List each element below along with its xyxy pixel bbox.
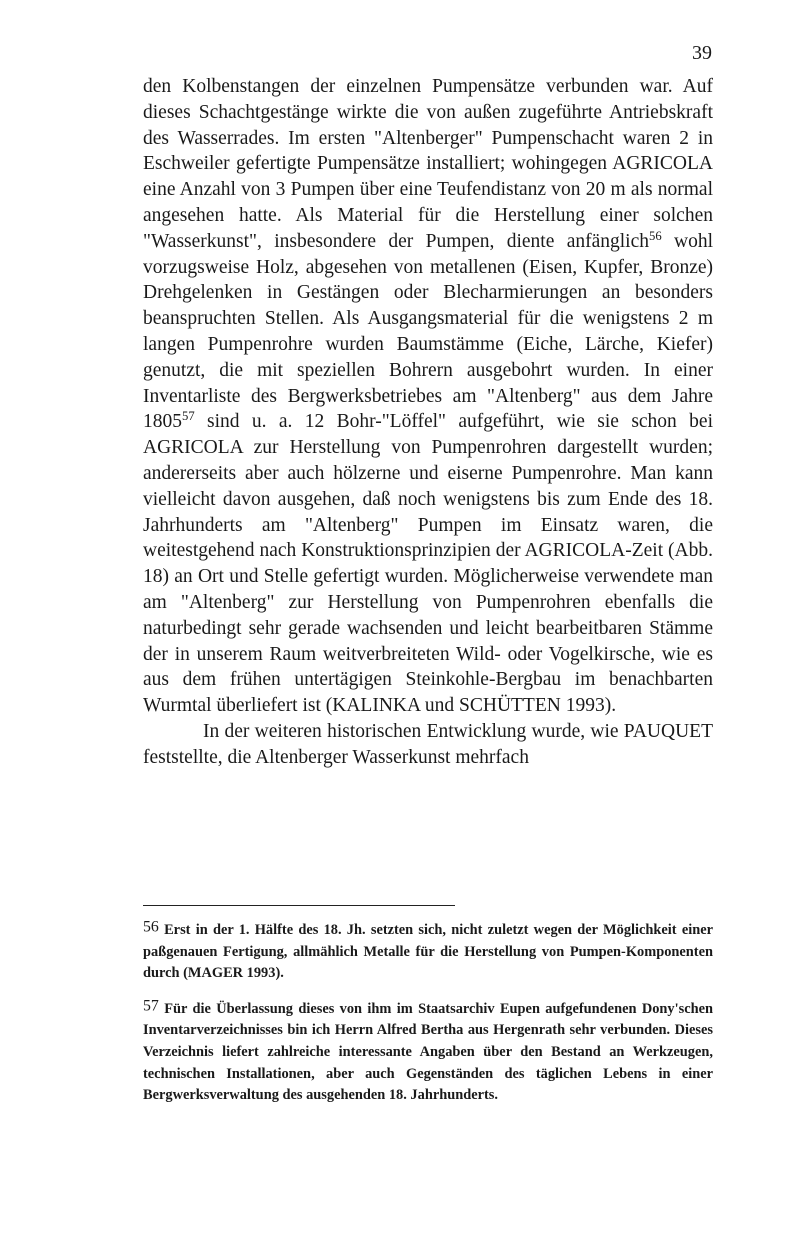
footnote-text: Erst in der 1. Hälfte des 18. Jh. setzten sich, nicht zuletzt wegen der Möglichkeit einer paßgenauen Fertigung, allmählich Metalle für die Herstellung von Pumpen-Komponenten durch (MAGER 1993). bbox=[143, 922, 713, 982]
footnote-ref-56: 56 bbox=[649, 228, 662, 243]
paragraph-1 bbox=[143, 74, 713, 719]
footnotes bbox=[143, 920, 713, 1121]
footnote-number: 56 bbox=[143, 918, 159, 936]
paragraph-2: In der weiteren historischen Entwicklung wurde, wie PAUQUET feststellte, die Altenberger Wasserkunst mehrfach bbox=[143, 720, 713, 768]
footnote-text: Für die Überlassung dieses von ihm im Staatsarchiv Eupen aufgefundenen Dony'schen Inventarverzeichnisses bin ich Herrn Alfred Bertha aus Hergenrath sehr verbunden. Dieses Verzeichnis liefert zahlreiche interessante Angaben über den Bestand an Werkzeugen, technischen Installationen, aber auch Gegenständen des täglichen Lebens in einer Bergwerksverwaltung des ausgehenden 18. Jahrhunderts. bbox=[143, 1000, 713, 1104]
paragraph-1-part-3: sind u. a. 12 Bohr-"Löffel" aufgeführt, wie sie schon bei AGRICOLA zur Herstellung von Pumpenrohren dargestellt wurden; andererseits aber auch hölzerne und eiserne Pumpenrohre. Man kann vielleicht davon ausgehen, daß noch wenigstens bis zum Ende des 18. Jahrhunderts am "Altenberg" Pumpen im Einsatz waren, die weitestgehend nach Konstruktionsprinzipien der AGRICOLA-Zeit (Abb. 18) an Ort und Stelle gefertigt wurden. Möglicherweise verwendete man am "Altenberg" zur Herstellung von Pumpenrohren ebenfalls die naturbedingt sehr gerade wachsenden und leicht bearbeitbaren Stämme der in unserem Raum weitverbreiteten Wild- oder Vogelkirsche, wie es aus dem frühen untertägigen Steinkohle-Bergbau im benachbarten Wurmtal überliefert ist (KALINKA und SCHÜTTEN 1993). bbox=[143, 411, 713, 717]
page-number: 39 bbox=[692, 42, 712, 64]
footnote-ref-57: 57 bbox=[182, 409, 195, 424]
paragraph-1-part-1: den Kolbenstangen der einzelnen Pumpensätze verbunden war. Auf dieses Schachtgestänge wirkte die von außen zugeführte Antriebskraft des Wasserrades. Im ersten "Altenberger" Pumpenschacht waren 2 in Eschweiler gefertigte Pumpensätze installiert; wohingegen AGRICOLA eine Anzahl von 3 Pumpen über eine Teufendistanz von 20 m als normal angesehen hatte. Als Material für die Herstellung einer solchen "Wasserkunst", insbesondere der Pumpen, diente anfänglich bbox=[143, 76, 713, 252]
footnote-57 bbox=[143, 999, 713, 1107]
paragraph-1-part-2: wohl vorzugsweise Holz, abgesehen von metallenen (Eisen, Kupfer, Bronze) Drehgelenken in Gestängen oder Blecharmierungen an besonders beanspruchten Stellen. Als Ausgangsmaterial für die wenigstens 2 m langen Pumpenrohre wurden Baumstämme (Eiche, Lärche, Kiefer) genutzt, die mit speziellen Bohrern ausgebohrt wurden. In einer Inventarliste des Bergwerksbetriebes am "Altenberg" aus dem Jahre 1805 bbox=[143, 230, 714, 433]
footnote-number: 57 bbox=[143, 997, 159, 1015]
footnote-56 bbox=[143, 920, 713, 985]
footnote-divider bbox=[143, 905, 455, 906]
main-text bbox=[143, 74, 713, 771]
